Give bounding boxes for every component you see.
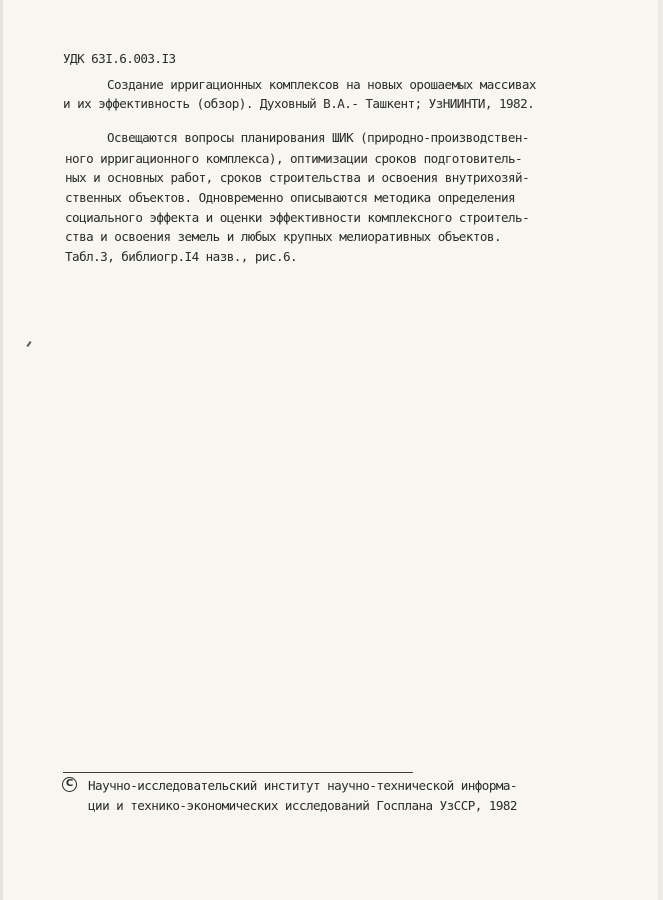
footer-line: ции и технико-экономических исследований Госплана УзССР, 1982 bbox=[88, 798, 517, 813]
bibliography-line: Создание ирригационных комплексов на новых орошаемых массивах bbox=[107, 77, 536, 92]
abstract-line: социального эффекта и оценки эффективности комплексного строитель- bbox=[65, 210, 530, 225]
footnote-separator bbox=[63, 772, 413, 773]
abstract-line: ного ирригационного комплекса), оптимизации сроков подготовитель- bbox=[65, 151, 523, 166]
abstract-line: ства и освоения земель и любых крупных мелиоративных объектов. bbox=[65, 229, 501, 244]
scan-edge-left bbox=[0, 0, 3, 900]
abstract-line: ственных объектов. Одновременно описываются методика определения bbox=[65, 190, 516, 205]
scan-speck bbox=[26, 341, 31, 347]
bibliography-line: и их эффективность (обзор). Духовный В.А.- Ташкент; УзНИИНТИ, 1982. bbox=[63, 96, 535, 111]
abstract-line: Табл.3, библиогр.I4 назв., рис.6. bbox=[65, 249, 298, 264]
footer-line: Научно-исследовательский институт научно-технической информа- bbox=[88, 778, 517, 793]
copyright-icon: C bbox=[62, 777, 77, 792]
abstract-line: ных и основных работ, сроков строительства и освоения внутрихозяй- bbox=[65, 170, 530, 185]
udc-code: УДК 63I.6.003.I3 bbox=[63, 51, 176, 66]
scan-edge-right bbox=[658, 0, 663, 900]
abstract-line: Освещаются вопросы планирования ШИК (природно-производствен- bbox=[107, 130, 529, 145]
